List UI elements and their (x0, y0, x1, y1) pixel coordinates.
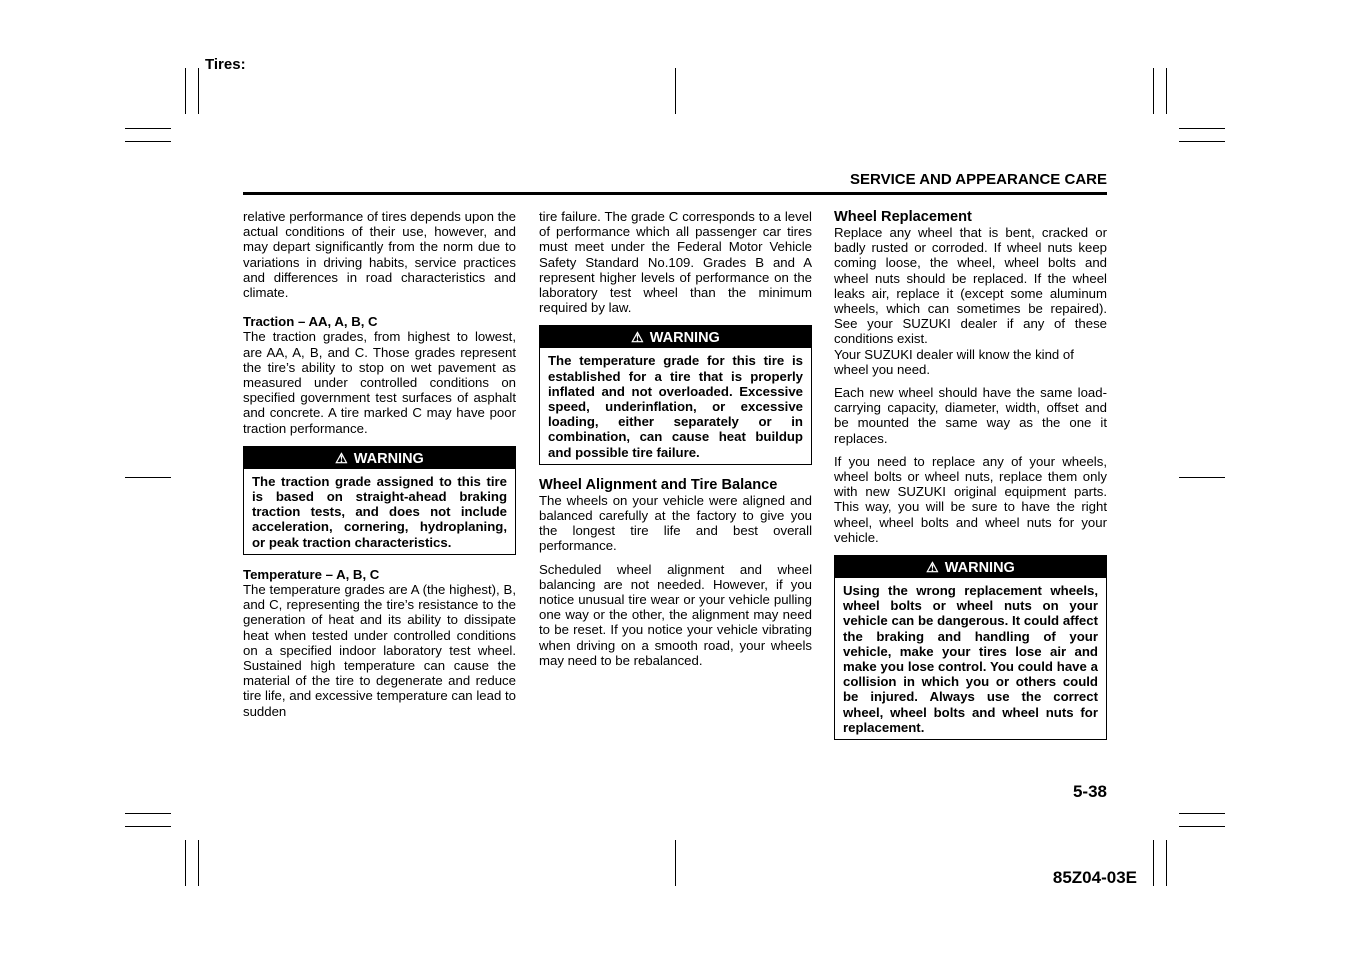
paragraph: The temperature grades are A (the highest), B, and C, representing the tire’s resistance to the generation of heat and its ability to dissipate heat when tested under controlled conditions on a specified indoor laboratory test wheel. Sustained high temperature can cause the material of the tire to degenerate and reduce tire life, and excessive temperature can lead to sudden (243, 582, 516, 719)
paragraph: Scheduled wheel alignment and wheel balancing are not needed. However, if you notice unusual tire wear or your vehicle pulling one way or the other, the alignment may need to be reset. If you notice your vehicle vibrating when driving on a smooth road, your wheels may need to be rebalanced. (539, 561, 812, 668)
warning-triangle-icon: ⚠ (335, 449, 348, 466)
document-code: 85Z04-03E (1052, 868, 1137, 887)
warning-title: WARNING (649, 330, 720, 347)
crop-mark (1179, 826, 1225, 827)
paragraph: The traction grades, from highest to lowest, are AA, A, B, and C. Those grades represent the tire’s ability to stop on wet pavement as measured under controlled conditions on specified government test surfaces of asphalt and concrete. A tire marked C may have poor traction performance. (243, 329, 516, 436)
column-1 (243, 209, 516, 719)
crop-mark (125, 477, 171, 478)
crop-mark (1166, 68, 1167, 114)
warning-box (539, 325, 812, 464)
paragraph: relative performance of tires depends upon the actual conditions of their use, however, and may depart significantly from the norm due to variations in driving habits, service practices and differences in road characteristics and climate. (243, 209, 516, 301)
warning-text: Using the wrong replacement wheels, wheel bolts or wheel nuts on your vehicle can be dangerous. It could affect the braking and handling of your vehicle, make your tires lose air and make you lose control. You could have a collision in which you or others could be injured. Always use the correct wheel, wheel bolts and wheel nuts for replacement. (843, 583, 1098, 735)
crop-mark (1166, 840, 1167, 886)
crop-mark (125, 826, 171, 827)
warning-header (835, 556, 1106, 578)
warning-box (243, 446, 516, 555)
column-3 (834, 209, 1107, 750)
crop-mark (1179, 813, 1225, 814)
warning-title: WARNING (944, 560, 1015, 577)
paragraph: The wheels on your vehicle were aligned and balanced carefully at the factory to give you the longest tire life and best overall performance. (539, 492, 812, 554)
crop-mark (1179, 477, 1225, 478)
warning-text: The temperature grade for this tire is established for a tire that is properly inflated and not overloaded. Excessive speed, underinflation, or excessive loading, either separately or in combination, can cause heat buildup and possible tire failure. (548, 353, 803, 460)
crop-mark (1179, 128, 1225, 129)
crop-mark (1153, 840, 1154, 886)
crop-mark (1153, 68, 1154, 114)
traction-heading: Traction – AA, A, B, C (243, 314, 378, 330)
crop-mark (125, 128, 171, 129)
crop-mark (185, 840, 186, 886)
alignment-heading: Wheel Alignment and Tire Balance (539, 476, 778, 493)
warning-triangle-icon: ⚠ (926, 559, 939, 576)
temperature-heading: Temperature – A, B, C (243, 566, 380, 582)
warning-text: The traction grade assigned to this tire is based on straight-ahead braking traction tests, and does not include acceleration, cornering, hydroplaning, or peak traction characteristics. (252, 473, 507, 550)
warning-box (834, 555, 1107, 740)
crop-mark (198, 840, 199, 886)
column-2 (539, 209, 812, 668)
paragraph: Replace any wheel that is bent, cracked or badly rusted or corroded. If wheel nuts keep coming loose, the wheel, wheel bolts and wheel nuts should be replaced. If the wheel leaks air, replace it (except some aluminum wheels, which can sometimes be repaired). See your SUZUKI dealer if any of these conditions exist. (834, 225, 1107, 347)
warning-header (540, 326, 811, 348)
paragraph: If you need to replace any of your wheels, wheel bolts or wheel nuts, replace them only with new SUZUKI original equipment parts. This way, you will be sure to have the right wheel, wheel bolts and wheel nuts for your vehicle. (834, 453, 1107, 545)
replacement-heading: Wheel Replacement (834, 209, 972, 225)
crop-mark (198, 68, 199, 114)
crop-mark (1179, 141, 1225, 142)
paragraph: Each new wheel should have the same load-carrying capacity, diameter, width, offset and be mounted the same way as the one it replaces. (834, 385, 1107, 446)
warning-header (244, 447, 515, 469)
crop-mark (675, 68, 676, 114)
warning-title: WARNING (353, 450, 424, 467)
section-tag: Tires: (205, 56, 246, 73)
header-rule (243, 192, 1107, 195)
paragraph: Your SUZUKI dealer will know the kind of wheel you need. (834, 346, 1074, 377)
crop-mark (675, 840, 676, 886)
page-number: 5-38 (1072, 782, 1107, 801)
crop-mark (125, 813, 171, 814)
crop-mark (185, 68, 186, 114)
paragraph: tire failure. The grade C corresponds to a level of performance which all passenger car tires must meet under the Federal Motor Vehicle Safety Standard No.109. Grades B and A represent higher levels of performance on the laboratory test wheel than the minimum required by law. (539, 209, 812, 316)
warning-triangle-icon: ⚠ (631, 329, 644, 346)
chapter-title: SERVICE AND APPEARANCE CARE (850, 171, 1107, 188)
crop-mark (125, 141, 171, 142)
